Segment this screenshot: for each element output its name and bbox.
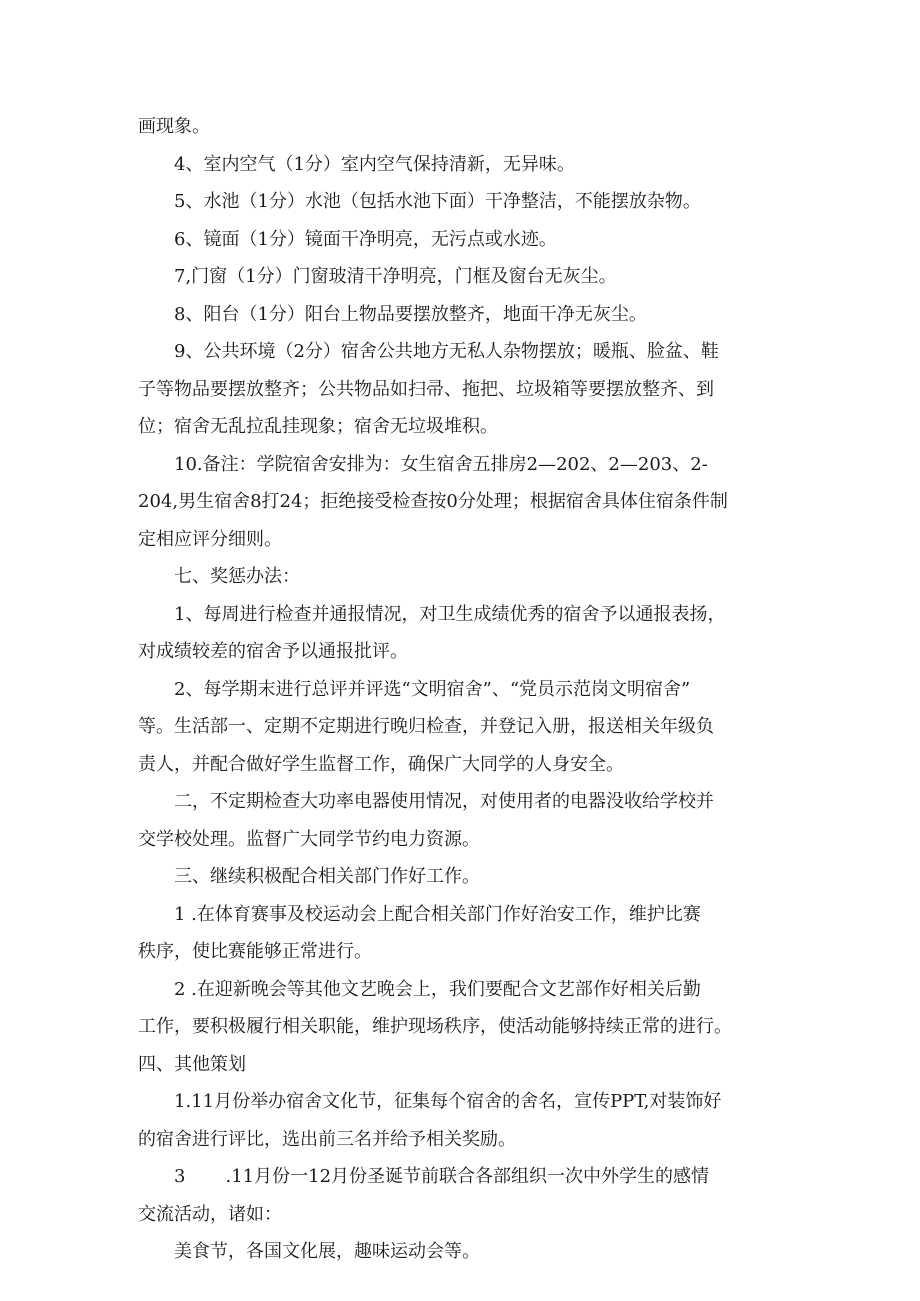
text-line: 204,男生宿舍8打24；拒绝接受检查按0分处理；根据宿舍具体住宿条件制 bbox=[138, 491, 728, 512]
text-line: 3 .11月份一12月份圣诞节前联合各部组织一次中外学生的感情 bbox=[174, 1166, 710, 1187]
text-line: 位；宿舍无乱拉乱挂现象；宿舍无垃圾堆积。 bbox=[138, 416, 498, 437]
text-line: 子等物品要摆放整齐；公共物品如扫帚、拖把、垃圾箱等要摆放整齐、到 bbox=[138, 378, 714, 400]
text-line: 二，不定期检查大功率电器使用情况，对使用者的电器没收给学校并 bbox=[174, 791, 714, 812]
text-line: 1 .在体育赛事及校运动会上配合相关部门作好治安工作，维护比赛 bbox=[174, 903, 701, 925]
text-line: 对成绩较差的宿舍予以通报批评。 bbox=[138, 641, 408, 662]
section-heading: 四、其他策划 bbox=[138, 1053, 246, 1075]
text-line: 1.11月份举办宿舍文化节，征集每个宿舍的舍名，宣传PPT,对装饰好 bbox=[174, 1091, 722, 1112]
text-line: 1、每周进行检查并通报情况，对卫生成绩优秀的宿舍予以通报表扬， bbox=[174, 603, 726, 625]
text-line: 秩序，使比赛能够正常进行。 bbox=[138, 941, 372, 962]
text-line: 的宿舍进行评比，选出前三名并给予相关奖励。 bbox=[138, 1128, 516, 1150]
text-line: 2 .在迎新晚会等其他文艺晚会上，我们要配合文艺部作好相关后勤 bbox=[174, 978, 701, 1000]
text-line: 4、室内空气（1分）室内空气保持清新，无异味。 bbox=[174, 153, 575, 175]
section-heading: 三、继续积极配合相关部门作好工作。 bbox=[174, 866, 480, 887]
text-line: 定相应评分细则。 bbox=[138, 528, 282, 550]
text-line: 5、水池（1分）水池（包括水池下面）干净整洁，不能摆放杂物。 bbox=[174, 191, 701, 212]
text-line: 等。生活部一、定期不定期进行晚归检查，并登记入册，报送相关年级负 bbox=[138, 716, 714, 737]
text-line: 美食节，各国文化展，趣味运动会等。 bbox=[174, 1241, 480, 1262]
text-line: 交流活动，诸如： bbox=[138, 1203, 282, 1225]
text-line: 交学校处理。监督广大同学节约电力资源。 bbox=[138, 828, 480, 850]
text-line: 6、镜面（1分）镜面干净明亮，无污点或水迹。 bbox=[174, 228, 557, 250]
text-line: 10.备注：学院宿舍安排为：女生宿舍五排房2—202、2—203、2- bbox=[174, 453, 708, 475]
text-line: 8、阳台（1分）阳台上物品要摆放整齐，地面干净无灰尘。 bbox=[174, 303, 647, 325]
text-line: 画现象。 bbox=[138, 116, 210, 137]
text-line: 工作，要积极履行相关职能，维护现场秩序，使活动能够持续正常的进行。 bbox=[138, 1016, 732, 1037]
text-line: 责人，并配合做好学生监督工作，确保广大同学的人身安全。 bbox=[138, 753, 624, 775]
text-line: 9、公共环境（2分）宿舍公共地方无私人杂物摆放；暖瓶、脸盆、鞋 bbox=[174, 341, 719, 362]
document-body bbox=[138, 108, 798, 1271]
text-line: 7,门窗（1分）门窗玻清干净明亮，门框及窗台无灰尘。 bbox=[174, 266, 617, 287]
text-line: 2、每学期末进行总评并评选“文明宿舍”、“党员示范岗文明宿舍” bbox=[174, 678, 691, 700]
section-heading: 七、奖惩办法： bbox=[174, 566, 300, 587]
